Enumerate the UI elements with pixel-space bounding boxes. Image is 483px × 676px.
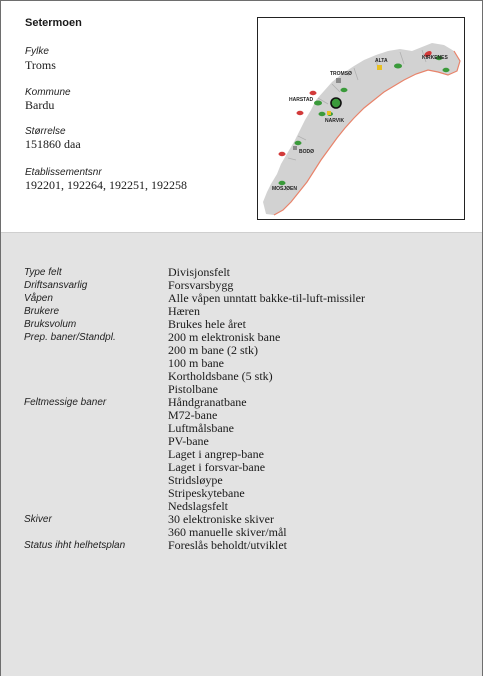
detail-value: 200 m elektronisk bane: [168, 330, 281, 344]
map-label-alta: ALTA: [375, 58, 388, 64]
site-marker: [314, 101, 322, 106]
detail-label: Driftsansvarlig: [24, 280, 88, 291]
location-map: [257, 17, 465, 220]
map-label-narvik: NARVIK: [325, 118, 345, 124]
detail-value: M72-bane: [168, 408, 218, 422]
detail-value: Pistolbane: [168, 382, 218, 396]
map-label-mosjoen: MOSJØEN: [272, 186, 298, 192]
city-marker: [327, 111, 331, 115]
detail-value: Divisjonsfelt: [168, 265, 230, 279]
detail-row: [24, 331, 464, 396]
site-marker: [319, 112, 326, 116]
detail-values: [168, 396, 464, 513]
detail-label: Brukere: [24, 306, 60, 317]
page-title: Setermoen: [25, 17, 82, 29]
site-marker: [394, 64, 402, 69]
map-label-kirkenes: KIRKENES: [422, 55, 448, 61]
detail-values: [168, 513, 464, 539]
site-marker: [443, 68, 450, 72]
detail-label: Type felt: [24, 267, 62, 278]
map-label-bodo: BODØ: [299, 149, 314, 155]
storrelse-label: Størrelse: [25, 126, 66, 137]
header-section: [1, 1, 482, 232]
detail-label: Prep. baner/Standpl.: [24, 332, 116, 343]
detail-value: 100 m bane: [168, 356, 224, 370]
detail-value: 360 manuelle skiver/mål: [168, 525, 287, 539]
detail-label: Våpen: [24, 293, 53, 304]
detail-value: Laget i angrep-bane: [168, 447, 264, 461]
site-marker: [279, 181, 286, 185]
detail-label: Bruksvolum: [24, 319, 77, 330]
city-marker: [293, 146, 297, 150]
detail-label: Skiver: [24, 514, 52, 525]
detail-values: [168, 539, 464, 552]
fylke-label: Fylke: [25, 46, 49, 57]
detail-values: [168, 292, 464, 305]
map-label-harstad: HARSTAD: [289, 97, 314, 103]
city-marker: [377, 65, 382, 70]
detail-value: Luftmålsbane: [168, 421, 234, 435]
detail-row: [24, 513, 464, 539]
site-marker: [341, 88, 348, 92]
detail-value: 200 m bane (2 stk): [168, 343, 258, 357]
detail-value: 30 elektroniske skiver: [168, 512, 274, 526]
etablissementsnr-value: 192201, 192264, 192251, 192258: [25, 178, 187, 192]
detail-value: Forsvarsbygg: [168, 278, 234, 292]
detail-value: PV-bane: [168, 434, 209, 448]
etablissementsnr-label: Etablissementsnr: [25, 167, 102, 178]
site-marker: [297, 111, 304, 115]
site-marker: [295, 141, 302, 145]
detail-value: Håndgranatbane: [168, 395, 247, 409]
detail-row: [24, 539, 464, 552]
city-marker: [336, 78, 341, 83]
setermoen-highlight: [331, 98, 341, 108]
detail-value: Kortholdsbane (5 stk): [168, 369, 273, 383]
site-marker: [310, 91, 317, 95]
site-marker: [279, 152, 286, 156]
detail-value: Stridsløype: [168, 473, 223, 487]
detail-value: Alle våpen unntatt bakke-til-luft-missiler: [168, 291, 365, 305]
detail-values: [168, 331, 464, 396]
detail-value: Brukes hele året: [168, 317, 246, 331]
detail-row: [24, 396, 464, 513]
map-label-tromso: TROMSØ: [330, 71, 352, 77]
northern-norway-map: [258, 18, 464, 219]
kommune-label: Kommune: [25, 87, 71, 98]
detail-label: Status ihht helhetsplan: [24, 540, 126, 551]
detail-row: [24, 292, 464, 305]
fylke-value: Troms: [25, 58, 56, 72]
detail-value: Nedslagsfelt: [168, 499, 228, 513]
detail-value: Hæren: [168, 304, 200, 318]
kommune-value: Bardu: [25, 98, 55, 112]
detail-value: Stripeskytebane: [168, 486, 245, 500]
storrelse-value: 151860 daa: [25, 137, 81, 151]
details-table: [24, 266, 464, 552]
detail-value: Foreslås beholdt/utviklet: [168, 538, 287, 552]
detail-label: Feltmessige baner: [24, 397, 107, 408]
detail-value: Laget i forsvar-bane: [168, 460, 266, 474]
detail-row: [24, 266, 464, 279]
